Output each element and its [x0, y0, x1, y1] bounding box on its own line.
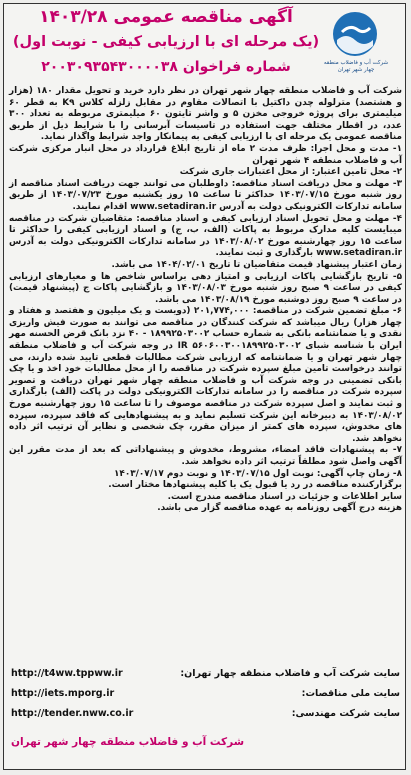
company-logo	[318, 10, 394, 84]
paragraph-item: ۳- مهلت و محل دریافت اسناد مناقصه: داوطلبان می توانند جهت دریافت اسناد مناقصه از روز شنبه مورخ ۱۴۰۳/۰۷/۱۵ حداکثر تا ساعت ۱۵ روز یکشنبه مورخ ۱۴۰۳/۰۷/۲۳ از طریق سامانه تدارکات الکترونیکی دولت به آدرس www.setadiran.ir اقدام نمایند.	[9, 178, 402, 212]
footer-label: سایت شرکت آب و فاضلاب منطقه چهار تهران:	[180, 668, 400, 679]
notice-title: آگهی مناقصه عمومی ۱۴۰۳/۲۸	[39, 7, 293, 27]
national-tenders-link[interactable]: http://iets.mporg.ir	[11, 688, 115, 699]
paragraph-item: برگزارکننده مناقصه در رد یا قبول یک یا کلیه پیشنهادها مختار است.	[108, 480, 402, 491]
company-site-link[interactable]: http://t4ww.tppww.ir	[11, 668, 123, 679]
call-number: شماره فراخوان ۲۰۰۳۰۹۳۵۴۳۰۰۰۰۳۸	[41, 59, 291, 75]
paragraph-item: ۱- مدت و محل اجرا: ظرف مدت ۲ ماه از تاریخ ابلاغ قرارداد در محل انبار مرکزی شرکت آب و فاضلاب منطقه ۴ شهر تهران	[9, 143, 402, 166]
footer-sites	[9, 662, 402, 762]
paragraph-item: ۸- زمان چاپ آگهی: نوبت اول ۱۴۰۳/۰۷/۱۵ و نوبت دوم ۱۴۰۳/۰۷/۱۷	[113, 468, 402, 479]
paragraph-item: زمان اعتبار پیشنهاد قیمت متقاضیان تا تاریخ ۱۴۰۴/۰۲/۰۱ می باشد.	[111, 259, 402, 270]
signature-company: شرکت آب و فاضلاب منطقه چهار شهر تهران	[11, 736, 245, 748]
paragraph-item: ۶- مبلغ تضمین شرکت در مناقصه: ۲۰۱,۷۷۴,۰۰۰ (دویست و یک میلیون و هفتصد و هفتاد و چهار هزار) ریال میباشد که شرکت کنندگان در مناقصه می توانند به صورت فیش واریزی نقدی و یا ضمانتنامه بانکی به شماره حساب ۱۸۹۹۲۵۰۳۰۰۲ - ۴۰ نزد بانک قرض الحسنه مهر ایران با شناسه شبای IR ۵۶۰۶۰۰۳۰۰۱۸۹۹۲۵۰۳۰۰۲ در وجه شرکت آب و فاضلاب منطقه چهار شهر تهران و یا ضمانتنامه که ارزیابی شرکت مطالبات قطعی تایید شده دارند، می توانند درخواست تامین مبلغ سپرده شرکت در مناقصه را از محل مطالبات خود اخذ و یا چک بانکی تضمینی در وجه شرکت آب و فاضلاب منطقه چهار شهر تهران دریافت و تصویر سپرده شرکت در مناقصه را در سامانه تدارکات الکترونیکی دولت در پاکت (الف) بارگذاری و ثبت نمایند و اصل سپرده شرکت در مناقصه موصوف را تا ساعت ۱۵ روز چهارشنبه مورخ ۱۴۰۳/۰۸/۰۲ به دبیرخانه این شرکت تسلیم نماید و به پیشنهادهایی که فاقد سپرده، سپرده های مخدوش، سپرده های کمتر از میزان مقرر، چک شخصی و نظایر آن ترتیب اثر داده نخواهد شد.	[9, 306, 403, 444]
paragraph-item: هزینه درج آگهی روزنامه به عهده مناقصه گزار می باشد.	[157, 503, 402, 514]
paragraph-item: ۴- مهلت و محل تحویل اسناد ارزیابی کیفی و اسناد مناقصه: متقاضیان شرکت در مناقصه میبایست کلیه مدارک مربوط به پاکات (الف، ب، ج) و اسناد ارزیابی کیفی را حداکثر تا ساعت ۱۵ روز چهارشنبه مورخ ۱۴۰۳/۰۸/۰۲ در سامانه تدارکات الکترونیکی دولت به آدرس www.setadiran.ir بارگذاری و ثبت نمایند.	[9, 213, 402, 259]
footer-label: سایت ملی مناقصات:	[301, 688, 400, 699]
paragraph-item: ۵- تاریخ بازگشایی پاکات ارزیابی و امتیاز دهی براساس شاخص ها و معیارهای ارزیابی کیفی در ساعت ۹ صبح روز شنبه مورخ ۱۴۰۳/۰۸/۰۳ و بازگشایی پاکات ج (پیشنهاد قیمت) در ساعت ۹ صبح روز دوشنبه مورخ ۱۴۰۳/۰۸/۱۹ می باشد.	[9, 271, 402, 305]
engineering-site-link[interactable]: http://tender.nww.co.ir	[11, 708, 134, 719]
footer-row-national	[9, 688, 402, 704]
paragraph-item: ۷- به پیشنهادات فاقد امضاء، مشروط، مخدوش و پیشنهاداتی که بعد از مدت مقرر این آگهی واصل شود مطلقاً ترتیب اثر داده نخواهد شد.	[9, 445, 402, 467]
notice-subtitle: (یک مرحله ای با ارزیابی کیفی - نوبت اول)	[12, 34, 320, 50]
paragraph-item: سایر اطلاعات و جزئیات در اسناد مناقصه مندرج است.	[167, 491, 402, 502]
paragraph-item: ۲- محل تامین اعتبار: از محل اعتبارات جاری شرکت	[179, 167, 402, 178]
footer-row-company	[9, 668, 402, 684]
paragraph-intro: شرکت آب و فاضلاب منطقه چهار شهر تهران در نظر دارد خرید و تحویل مقدار ۱۸۰ (هزار و هشتصد) مترلوله چدن داکتیل با اتصالات مقاوم در مقابل زلزله کلاس K۹ به قطر ۶۰ میلیمتری برای پروژه خروجی مخزن ۵ و واشر تایتون ۶۰ میلیمتری مربوطه به تعداد ۳۰۰ عدد، در اقطار مختلف جهت استفاده در تاسیسات آبرسانی را با شرایط ذیل از طریق مناقصه عمومی یک مرحله ای با ارزیابی کیفی به پیمانکار واجد شرایط واگذار نماید.	[9, 86, 402, 143]
logo-caption: شرکت آب و فاضلاب منطقه چهار شهر تهران	[323, 60, 389, 73]
footer-label: سایت شرکت مهندسی:	[291, 708, 400, 719]
water-drop-icon	[328, 10, 382, 58]
footer-row-engineering	[9, 708, 402, 724]
notice-body	[9, 86, 402, 515]
